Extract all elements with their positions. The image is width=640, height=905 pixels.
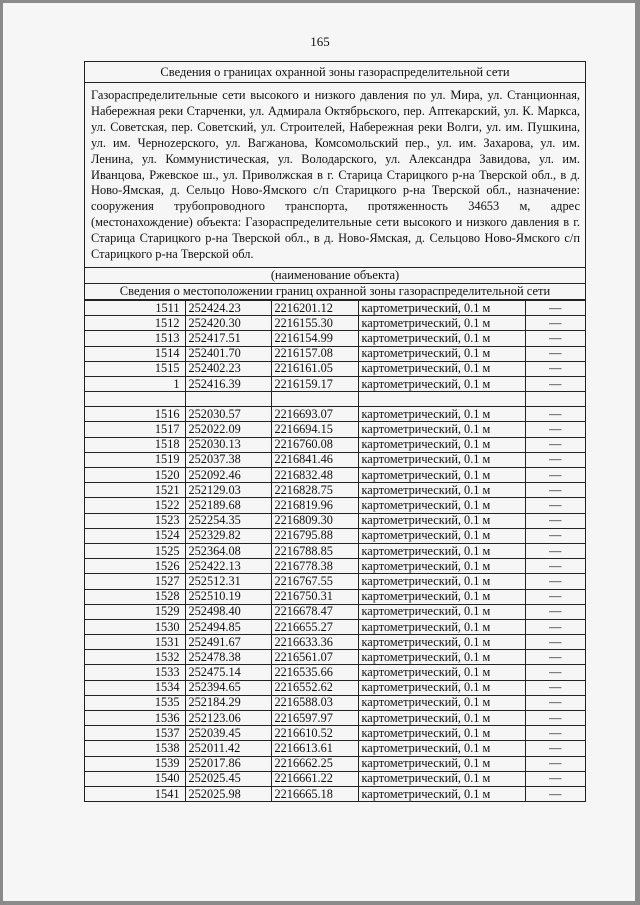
description-cell: — bbox=[525, 376, 585, 391]
description-cell: — bbox=[525, 346, 585, 361]
y-coordinate: 2216159.17 bbox=[271, 376, 358, 391]
point-number: 1524 bbox=[85, 528, 185, 543]
point-number: 1513 bbox=[85, 331, 185, 346]
description-cell bbox=[525, 392, 585, 407]
table-row bbox=[85, 771, 585, 786]
x-coordinate: 252011.42 bbox=[185, 741, 271, 756]
point-number: 1526 bbox=[85, 559, 185, 574]
y-coordinate: 2216795.88 bbox=[271, 528, 358, 543]
table-row bbox=[85, 619, 585, 634]
method-accuracy: картометрический, 0.1 м bbox=[358, 346, 525, 361]
table-row bbox=[85, 407, 585, 422]
point-number: 1511 bbox=[85, 300, 185, 315]
point-number: 1535 bbox=[85, 695, 185, 710]
description-cell: — bbox=[525, 331, 585, 346]
y-coordinate: 2216841.46 bbox=[271, 452, 358, 467]
table-row bbox=[85, 361, 585, 376]
x-coordinate bbox=[185, 392, 271, 407]
table-row bbox=[85, 786, 585, 801]
table-row bbox=[85, 528, 585, 543]
point-number: 1515 bbox=[85, 361, 185, 376]
y-coordinate: 2216661.22 bbox=[271, 771, 358, 786]
point-number: 1521 bbox=[85, 483, 185, 498]
y-coordinate: 2216767.55 bbox=[271, 574, 358, 589]
description-cell: — bbox=[525, 468, 585, 483]
method-accuracy: картометрический, 0.1 м bbox=[358, 741, 525, 756]
method-accuracy: картометрический, 0.1 м bbox=[358, 468, 525, 483]
method-accuracy bbox=[358, 392, 525, 407]
description-cell: — bbox=[525, 407, 585, 422]
point-number: 1532 bbox=[85, 650, 185, 665]
x-coordinate: 252394.65 bbox=[185, 680, 271, 695]
table-row bbox=[85, 695, 585, 710]
x-coordinate: 252401.70 bbox=[185, 346, 271, 361]
method-accuracy: картометрический, 0.1 м bbox=[358, 574, 525, 589]
boundary-info-frame bbox=[84, 61, 586, 802]
method-accuracy: картометрический, 0.1 м bbox=[358, 711, 525, 726]
x-coordinate: 252420.30 bbox=[185, 316, 271, 331]
point-number: 1518 bbox=[85, 437, 185, 452]
method-accuracy: картометрический, 0.1 м bbox=[358, 695, 525, 710]
point-number: 1519 bbox=[85, 452, 185, 467]
table-row bbox=[85, 376, 585, 391]
y-coordinate: 2216561.07 bbox=[271, 650, 358, 665]
y-coordinate: 2216665.18 bbox=[271, 786, 358, 801]
table-row bbox=[85, 604, 585, 619]
point-number: 1538 bbox=[85, 741, 185, 756]
x-coordinate: 252022.09 bbox=[185, 422, 271, 437]
x-coordinate: 252017.86 bbox=[185, 756, 271, 771]
y-coordinate: 2216161.05 bbox=[271, 361, 358, 376]
table-row bbox=[85, 665, 585, 680]
method-accuracy: картометрический, 0.1 м bbox=[358, 543, 525, 558]
table-row bbox=[85, 559, 585, 574]
description-cell: — bbox=[525, 604, 585, 619]
description-cell: — bbox=[525, 543, 585, 558]
point-number: 1530 bbox=[85, 619, 185, 634]
method-accuracy: картометрический, 0.1 м bbox=[358, 589, 525, 604]
method-accuracy: картометрический, 0.1 м bbox=[358, 361, 525, 376]
description-cell: — bbox=[525, 695, 585, 710]
point-number: 1529 bbox=[85, 604, 185, 619]
x-coordinate: 252030.13 bbox=[185, 437, 271, 452]
method-accuracy: картометрический, 0.1 м bbox=[358, 407, 525, 422]
point-number: 1536 bbox=[85, 711, 185, 726]
table-row bbox=[85, 346, 585, 361]
point-number: 1517 bbox=[85, 422, 185, 437]
x-coordinate: 252184.29 bbox=[185, 695, 271, 710]
x-coordinate: 252189.68 bbox=[185, 498, 271, 513]
method-accuracy: картометрический, 0.1 м bbox=[358, 680, 525, 695]
point-number: 1534 bbox=[85, 680, 185, 695]
point-number: 1531 bbox=[85, 635, 185, 650]
table-row bbox=[85, 543, 585, 558]
table-row bbox=[85, 483, 585, 498]
point-number: 1514 bbox=[85, 346, 185, 361]
point-number: 1541 bbox=[85, 786, 185, 801]
y-coordinate bbox=[271, 392, 358, 407]
point-number: 1528 bbox=[85, 589, 185, 604]
description-cell: — bbox=[525, 756, 585, 771]
point-number: 1527 bbox=[85, 574, 185, 589]
x-coordinate: 252129.03 bbox=[185, 483, 271, 498]
object-description: Газораспределительные сети высокого и низкого давления по ул. Мира, ул. Станционная, Набережная реки Старченки, ул. Адмирала Октябрьского, пер. Аптекарский, ул. К. Маркса, ул. Советская, пер. Советский, ул. Строителей, Набережная реки Волги, ул. им. Пушкина, ул. им. Черноzерского, ул. Вагжанова, Комсомольский пер., ул. им. Захарова, ул. им. Ленина, ул. Коммунистическая, ул. Володарского, ул. Александра Завидова, ул. им. Иванцова, Ржевское ш., ул. Приволжская в г. Старица Старицкого р-на Тверской обл., в д. Ново-Ямская, д. Сельцо Ново-Ямского с/п Старицкого р-на Тверской обл., назначение: сооружения трубопроводного транспорта, протяженность 34653 м, адрес (местонахождение) объекта: Газораспределительные сети высокого и низкого давления в г. Старица Старицкого р-на Тверской обл., в д. Ново-Ямская, д. Сельцово Ново-Ямского с/п Старицкого р-на Тверской обл. bbox=[85, 83, 585, 268]
x-coordinate: 252025.98 bbox=[185, 786, 271, 801]
description-cell: — bbox=[525, 786, 585, 801]
table-row bbox=[85, 468, 585, 483]
description-cell: — bbox=[525, 726, 585, 741]
x-coordinate: 252494.85 bbox=[185, 619, 271, 634]
table-row bbox=[85, 452, 585, 467]
point-number: 1539 bbox=[85, 756, 185, 771]
y-coordinate: 2216655.27 bbox=[271, 619, 358, 634]
x-coordinate: 252498.40 bbox=[185, 604, 271, 619]
method-accuracy: картометрический, 0.1 м bbox=[358, 316, 525, 331]
description-cell: — bbox=[525, 711, 585, 726]
x-coordinate: 252478.38 bbox=[185, 650, 271, 665]
y-coordinate: 2216828.75 bbox=[271, 483, 358, 498]
table-row bbox=[85, 589, 585, 604]
y-coordinate: 2216633.36 bbox=[271, 635, 358, 650]
y-coordinate: 2216778.38 bbox=[271, 559, 358, 574]
description-cell: — bbox=[525, 513, 585, 528]
description-cell: — bbox=[525, 452, 585, 467]
x-coordinate: 252123.06 bbox=[185, 711, 271, 726]
coordinates-table bbox=[85, 300, 585, 801]
point-number: 1512 bbox=[85, 316, 185, 331]
object-name-caption: (наименование объекта) bbox=[85, 268, 585, 284]
description-cell: — bbox=[525, 771, 585, 786]
table-row bbox=[85, 513, 585, 528]
method-accuracy: картометрический, 0.1 м bbox=[358, 437, 525, 452]
point-number: 1516 bbox=[85, 407, 185, 422]
x-coordinate: 252491.67 bbox=[185, 635, 271, 650]
table-row bbox=[85, 316, 585, 331]
description-cell: — bbox=[525, 361, 585, 376]
y-coordinate: 2216613.61 bbox=[271, 741, 358, 756]
point-number: 1 bbox=[85, 376, 185, 391]
method-accuracy: картометрический, 0.1 м bbox=[358, 650, 525, 665]
description-cell: — bbox=[525, 665, 585, 680]
location-title: Сведения о местоположении границ охранной зоны газораспределительной сети bbox=[85, 284, 585, 300]
x-coordinate: 252364.08 bbox=[185, 543, 271, 558]
method-accuracy: картометрический, 0.1 м bbox=[358, 528, 525, 543]
y-coordinate: 2216750.31 bbox=[271, 589, 358, 604]
description-cell: — bbox=[525, 528, 585, 543]
point-number: 1523 bbox=[85, 513, 185, 528]
x-coordinate: 252329.82 bbox=[185, 528, 271, 543]
description-cell: — bbox=[525, 300, 585, 315]
table-row bbox=[85, 741, 585, 756]
method-accuracy: картометрический, 0.1 м bbox=[358, 422, 525, 437]
table-row bbox=[85, 300, 585, 315]
y-coordinate: 2216154.99 bbox=[271, 331, 358, 346]
point-number bbox=[85, 392, 185, 407]
table-row bbox=[85, 756, 585, 771]
y-coordinate: 2216155.30 bbox=[271, 316, 358, 331]
point-number: 1525 bbox=[85, 543, 185, 558]
x-coordinate: 252030.57 bbox=[185, 407, 271, 422]
table-row bbox=[85, 422, 585, 437]
method-accuracy: картометрический, 0.1 м bbox=[358, 300, 525, 315]
method-accuracy: картометрический, 0.1 м bbox=[358, 452, 525, 467]
x-coordinate: 252025.45 bbox=[185, 771, 271, 786]
method-accuracy: картометрический, 0.1 м bbox=[358, 771, 525, 786]
description-cell: — bbox=[525, 316, 585, 331]
page-number: 165 bbox=[310, 34, 330, 49]
x-coordinate: 252039.45 bbox=[185, 726, 271, 741]
point-number: 1520 bbox=[85, 468, 185, 483]
y-coordinate: 2216597.97 bbox=[271, 711, 358, 726]
description-cell: — bbox=[525, 574, 585, 589]
table-row bbox=[85, 680, 585, 695]
description-cell: — bbox=[525, 650, 585, 665]
method-accuracy: картометрический, 0.1 м bbox=[358, 619, 525, 634]
x-coordinate: 252512.31 bbox=[185, 574, 271, 589]
y-coordinate: 2216760.08 bbox=[271, 437, 358, 452]
method-accuracy: картометрический, 0.1 м bbox=[358, 498, 525, 513]
method-accuracy: картометрический, 0.1 м bbox=[358, 726, 525, 741]
y-coordinate: 2216819.96 bbox=[271, 498, 358, 513]
x-coordinate: 252402.23 bbox=[185, 361, 271, 376]
x-coordinate: 252416.39 bbox=[185, 376, 271, 391]
description-cell: — bbox=[525, 589, 585, 604]
method-accuracy: картометрический, 0.1 м bbox=[358, 604, 525, 619]
x-coordinate: 252422.13 bbox=[185, 559, 271, 574]
point-number: 1537 bbox=[85, 726, 185, 741]
description-cell: — bbox=[525, 483, 585, 498]
description-cell: — bbox=[525, 498, 585, 513]
y-coordinate: 2216809.30 bbox=[271, 513, 358, 528]
method-accuracy: картометрический, 0.1 м bbox=[358, 635, 525, 650]
point-number: 1522 bbox=[85, 498, 185, 513]
y-coordinate: 2216832.48 bbox=[271, 468, 358, 483]
y-coordinate: 2216788.85 bbox=[271, 543, 358, 558]
y-coordinate: 2216693.07 bbox=[271, 407, 358, 422]
y-coordinate: 2216588.03 bbox=[271, 695, 358, 710]
point-number: 1540 bbox=[85, 771, 185, 786]
method-accuracy: картометрический, 0.1 м bbox=[358, 513, 525, 528]
description-cell: — bbox=[525, 680, 585, 695]
x-coordinate: 252037.38 bbox=[185, 452, 271, 467]
section-title: Сведения о границах охранной зоны газораспределительной сети bbox=[85, 62, 585, 83]
table-row bbox=[85, 635, 585, 650]
point-number: 1533 bbox=[85, 665, 185, 680]
method-accuracy: картометрический, 0.1 м bbox=[358, 331, 525, 346]
y-coordinate: 2216157.08 bbox=[271, 346, 358, 361]
description-cell: — bbox=[525, 559, 585, 574]
table-row bbox=[85, 726, 585, 741]
method-accuracy: картометрический, 0.1 м bbox=[358, 786, 525, 801]
x-coordinate: 252254.35 bbox=[185, 513, 271, 528]
x-coordinate: 252424.23 bbox=[185, 300, 271, 315]
x-coordinate: 252417.51 bbox=[185, 331, 271, 346]
method-accuracy: картометрический, 0.1 м bbox=[358, 756, 525, 771]
x-coordinate: 252475.14 bbox=[185, 665, 271, 680]
x-coordinate: 252510.19 bbox=[185, 589, 271, 604]
y-coordinate: 2216535.66 bbox=[271, 665, 358, 680]
y-coordinate: 2216694.15 bbox=[271, 422, 358, 437]
description-cell: — bbox=[525, 635, 585, 650]
table-row bbox=[85, 574, 585, 589]
table-row bbox=[85, 498, 585, 513]
description-cell: — bbox=[525, 422, 585, 437]
method-accuracy: картометрический, 0.1 м bbox=[358, 376, 525, 391]
table-row bbox=[85, 392, 585, 407]
y-coordinate: 2216662.25 bbox=[271, 756, 358, 771]
method-accuracy: картометрический, 0.1 м bbox=[358, 665, 525, 680]
table-row bbox=[85, 650, 585, 665]
description-cell: — bbox=[525, 619, 585, 634]
x-coordinate: 252092.46 bbox=[185, 468, 271, 483]
y-coordinate: 2216678.47 bbox=[271, 604, 358, 619]
y-coordinate: 2216201.12 bbox=[271, 300, 358, 315]
table-row bbox=[85, 331, 585, 346]
table-row bbox=[85, 711, 585, 726]
description-cell: — bbox=[525, 437, 585, 452]
method-accuracy: картометрический, 0.1 м bbox=[358, 483, 525, 498]
table-row bbox=[85, 437, 585, 452]
y-coordinate: 2216552.62 bbox=[271, 680, 358, 695]
method-accuracy: картометрический, 0.1 м bbox=[358, 559, 525, 574]
y-coordinate: 2216610.52 bbox=[271, 726, 358, 741]
description-cell: — bbox=[525, 741, 585, 756]
